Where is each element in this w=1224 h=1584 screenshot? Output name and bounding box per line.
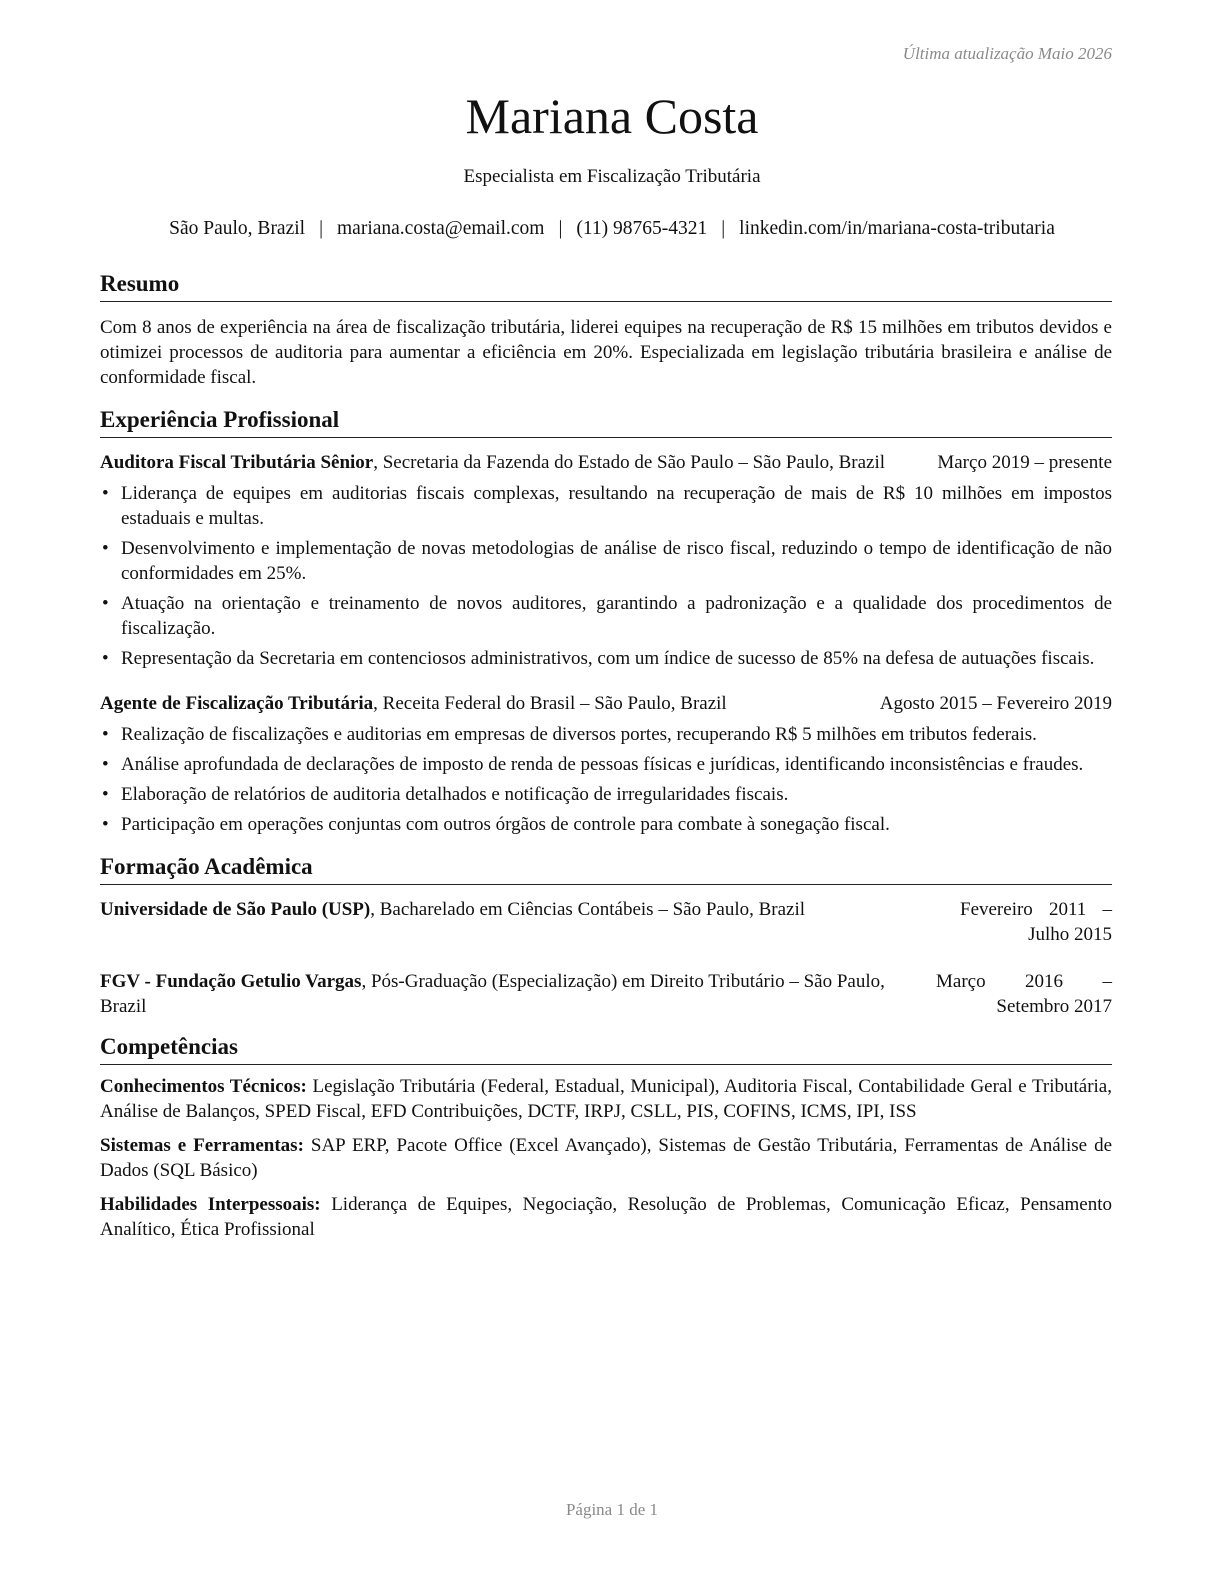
skills-section: [100, 1031, 1112, 1242]
contact-separator: |: [319, 218, 323, 239]
summary-section: [100, 268, 1112, 390]
section-heading: Resumo: [100, 268, 1112, 302]
contact-phone: (11) 98765-4321: [576, 218, 708, 239]
job-title-line: [100, 450, 937, 475]
job-role: Auditora Fiscal Tributária Sênior: [100, 452, 374, 473]
contact-location: São Paulo, Brazil: [169, 218, 306, 239]
candidate-name: Mariana Costa: [465, 88, 759, 144]
education-school: FGV - Fundação Getulio Vargas: [100, 971, 362, 992]
skill-label: Habilidades Interpessoais:: [100, 1194, 321, 1215]
education-header: [100, 897, 1112, 947]
section-heading: Experiência Profissional: [100, 404, 1112, 438]
list-item: • Representação da Secretaria em contenciosos administrativos, com um índice de sucesso de 85% na defesa de autuações fiscais.: [100, 646, 1112, 671]
contact-separator: |: [721, 218, 726, 239]
list-item: • Elaboração de relatórios de auditoria detalhados e notificação de irregularidades fiscais.: [100, 782, 1112, 807]
section-heading: Competências: [100, 1031, 1112, 1065]
page-number: Página 1 de 1: [565, 1500, 659, 1519]
job-header: [100, 691, 1112, 716]
list-item: • Realização de fiscalizações e auditorias em empresas de diversos portes, recuperando R$ 5 milhões em tributos federais.: [100, 722, 1112, 747]
job-dates: Março 2019 – presente: [937, 452, 1112, 473]
last-updated: Última atualização Maio 2026: [902, 44, 1112, 63]
list-item: • Análise aprofundada de declarações de imposto de renda de pessoas físicas e jurídicas, identificando inconsistências e fraudes.: [100, 752, 1112, 777]
job-title-line: [100, 691, 872, 716]
contact-line: [0, 218, 1224, 240]
contact-separator: |: [558, 218, 563, 239]
candidate-title: Especialista em Fiscalização Tributária: [463, 166, 761, 187]
job-org: , Receita Federal do Brasil – São Paulo, Brazil: [373, 693, 727, 714]
education-school: Universidade de São Paulo (USP): [100, 899, 371, 920]
list-item: • Participação em operações conjuntas com outros órgãos de controle para combate à sonegação fiscal.: [100, 812, 1112, 837]
skill-label: Sistemas e Ferramentas:: [100, 1135, 304, 1156]
contact-email[interactable]: mariana.costa@email.com: [337, 218, 545, 239]
education-header: [100, 969, 1112, 1019]
contact-linkedin[interactable]: linkedin.com/in/mariana-costa-tributaria: [739, 218, 1055, 239]
skill-group: [100, 1192, 1112, 1242]
list-item: • Atuação na orientação e treinamento de novos auditores, garantindo a padronização e a qualidade dos procedimentos de fiscalização.: [100, 591, 1112, 641]
job-org: , Secretaria da Fazenda do Estado de São Paulo – São Paulo, Brazil: [373, 452, 886, 473]
skill-label: Conhecimentos Técnicos:: [100, 1076, 307, 1097]
skill-text: SAP ERP, Pacote Office (Excel Avançado), Sistemas de Gestão Tributária, Ferramentas de Análise de Dados (SQL Básico): [100, 1135, 1112, 1181]
education-degree: , Bacharelado em Ciências Contábeis – São Paulo, Brazil: [370, 899, 806, 920]
education-title-line: [100, 897, 960, 922]
education-degree: , Pós-Graduação (Especialização) em Direito Tributário – São Paulo, Brazil: [100, 971, 885, 1017]
experience-section: [100, 404, 1112, 837]
section-heading: Formação Acadêmica: [100, 851, 1112, 885]
skill-text: Legislação Tributária (Federal, Estadual, Municipal), Auditoria Fiscal, Contabilidade Geral e Tributária, Análise de Balanços, SPED Fiscal, EFD Contribuições, DCTF, IRPJ, CSLL, PIS, COFINS, ICMS, IPI, ISS: [100, 1076, 1112, 1122]
skill-text: Liderança de Equipes, Negociação, Resolução de Problemas, Comunicação Eficaz, Pensamento Analítico, Ética Profissional: [100, 1194, 1112, 1240]
skill-group: [100, 1133, 1112, 1183]
education-dates: Março 2016 – Setembro 2017: [936, 971, 1112, 1017]
job-bullets: [100, 722, 1112, 837]
job-dates: Agosto 2015 – Fevereiro 2019: [879, 693, 1112, 714]
education-title-line: [100, 969, 936, 1019]
job-role: Agente de Fiscalização Tributária: [100, 693, 374, 714]
list-item: • Liderança de equipes em auditorias fiscais complexas, resultando na recuperação de mais de R$ 10 milhões em impostos estaduais e multas.: [100, 481, 1112, 531]
job-entry: [100, 450, 1112, 671]
job-entry: [100, 691, 1112, 837]
education-section: [100, 851, 1112, 1019]
education-entry: [100, 897, 1112, 947]
summary-text: Com 8 anos de experiência na área de fiscalização tributária, liderei equipes na recuperação de R$ 15 milhões em tributos devidos e otimizei processos de auditoria para aumentar a eficiência em 20%. Especializada em legislação tributária brasileira e análise de conformidade fiscal.: [100, 317, 1112, 388]
job-bullets: [100, 481, 1112, 671]
education-dates: Fevereiro 2011 – Julho 2015: [960, 899, 1112, 945]
resume-content: [100, 268, 1112, 1250]
job-header: [100, 450, 1112, 475]
list-item: • Desenvolvimento e implementação de novas metodologias de análise de risco fiscal, reduzindo o tempo de identificação de não conformidades em 25%.: [100, 536, 1112, 586]
skill-group: [100, 1074, 1112, 1124]
education-entry: [100, 969, 1112, 1019]
